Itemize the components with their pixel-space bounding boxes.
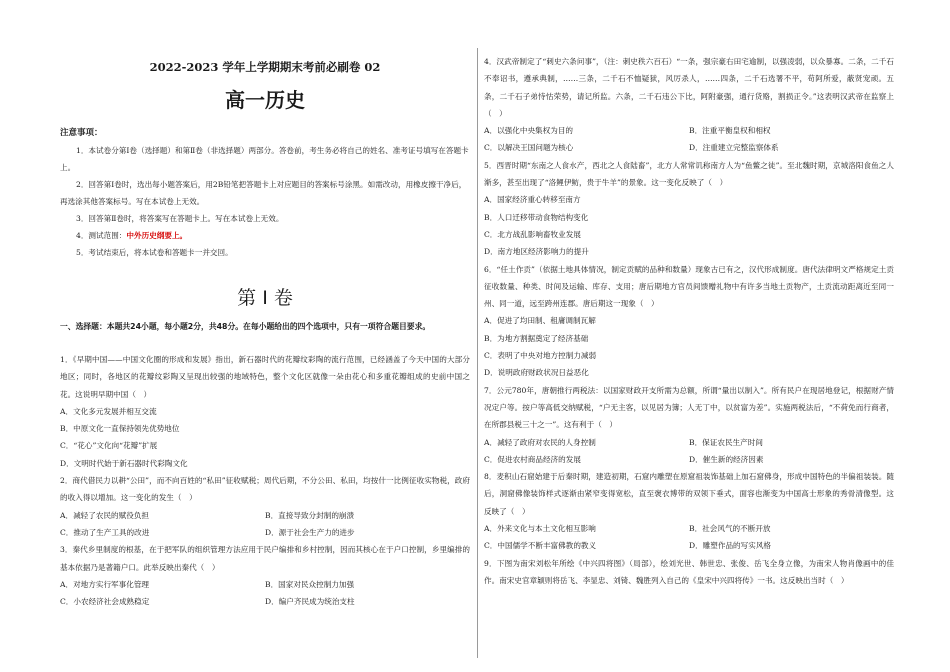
section-instructions: 一、选择题：本题共24小题，每小题2分，共48分。在每小题给出的四个选项中，只有一项符合题目要求。 [60, 322, 431, 331]
column-divider [477, 48, 478, 658]
answer-option: D．催生新的经济因素 [689, 454, 764, 464]
question-list-left [60, 351, 470, 610]
question [60, 472, 470, 541]
option-row [484, 122, 894, 139]
range-label: 4．测试范围： [76, 231, 127, 240]
answer-option: D．说明政府财政状况日益恶化 [484, 368, 589, 378]
answer-option: D．编户齐民成为统治支柱 [265, 597, 355, 607]
question [484, 468, 894, 554]
answer-option: B．注重平衡皇权和相权 [689, 126, 771, 136]
option-row [60, 576, 470, 593]
notice-item: 5．考试结束后，将本试卷和答题卡一并交回。 [76, 248, 233, 257]
answer-option: D．文明时代始于新石器时代彩陶文化 [60, 458, 188, 468]
question-stem: 5．西晋时期“东南之人食水产，西北之人食陆畜”，北方人常常讥称南方人为“鱼鳖之徒”。至北魏时期，京城洛阳食鱼之人渐多，甚至出现了“洛鲤伊鲂，贵于牛羊”的景象。这一变化反映了（ ） [484, 160, 894, 188]
question-stem: 8．麦积山石窟始建于后秦时期，建造初期，石窟内雕塑在原窟祖装饰基础上加石窟佛身，形成中国特色的半偏祖装装。随后，洞窟佛像装饰样式逐渐由紧窄变得宽松，直至褒衣博带的双领下垂式，面容也渐变为中国高士形象的秀骨清像型。这反映了（ ） [484, 472, 894, 516]
question-stem: 7．公元780年，唐朝推行两税法：以国家财政开支所需为总额，所谓“量出以制入”。所有民户在现居地登记，根据财产情况定户等。按户等高低交纳赋税，“户无主客，以见居为簿；人无丁中，以贫富为差”。实施两税法后，“不荷免而行商者，在所郡县税三十之一”。这有利于（ ） [484, 385, 894, 430]
notice-heading: 注意事项： [60, 128, 103, 138]
answer-option: C．促进农村商品经济的发展 [484, 454, 581, 464]
answer-option: B．直接导致分封制的崩溃 [265, 510, 355, 520]
question-stem: 2．商代借民力以耕“公田”，而不向百姓的“私田”征收赋税；周代后期，不分公田、私田，均按什一比例征收实物税，政府的收入得以增加。这一变化的发生（ ） [60, 476, 470, 503]
answer-option: C．小农经济社会成熟稳定 [60, 597, 150, 607]
answer-option: B．中原文化一直保持领先优势地位 [60, 424, 180, 434]
option-row [60, 593, 470, 610]
option-row [484, 139, 894, 156]
question-stem: 3．秦代乡里制度的根基，在于把军队的组织管理方法应用于民户编排和乡村控制，因而其核心在于户口控制，乡里编排的基本依据乃是著籍户口。此举反映出秦代（ ） [60, 545, 470, 572]
answer-option: A．促进了均田制、租庸调制瓦解 [484, 316, 596, 326]
question-stem: 6．“任土作贡”（依据土地具体情况，制定贡赋的品种和数量）现象古已有之，汉代形成制度。唐代法律明文严格规定土贡征收数量、种类、时间及运输、库存、支用；唐后期地方官员间馈赠礼物中有许多当地土贡物产，土贡流动距离近至同一州、同一道，远至跨州连郡。唐后期这一现象（ ） [484, 264, 894, 309]
answer-option: A．减轻了农民的赋役负担 [60, 510, 150, 520]
volume-heading: 第 I 卷 [237, 287, 293, 309]
subject-title: 高一历史 [225, 88, 305, 112]
question [60, 541, 470, 610]
notice-item: 3．回答第Ⅱ卷时，将答案写在答题卡上。写在本试卷上无效。 [76, 214, 284, 223]
question [484, 157, 894, 261]
option-row [484, 434, 894, 451]
option-row [60, 507, 470, 524]
question [484, 53, 894, 157]
answer-option: D．注重建立完整监察体系 [689, 143, 779, 153]
question-stem: 1．《早期中国——中国文化圈的形成和发展》指出，新石器时代的花瓣纹彩陶的流行范围，已经涵盖了今天中国的大部分地区；同时，各地区的花瓣纹彩陶又呈现出较强的地域特色，整个文化区就像一朵由花心和多重花瓣组成的史前中国之花。这说明早期中国（ ） [60, 355, 470, 399]
question [484, 555, 894, 590]
question [60, 351, 470, 472]
question-list-right [484, 53, 894, 589]
answer-option: A．对地方实行军事化管理 [60, 579, 150, 589]
question-stem: 4．汉武帝制定了“刺史六条问事”，（注：刺史秩六百石）“一条，强宗豪右田宅逾制，以强凌弱，以众暴寡。二条，二千石不奉诏书，遵承典制，……三条，二千石不恤疑狱，风厉杀人，……四条，二千石选署不平，苟阿所爱，蔽贤宠顽。五条，二千石子弟恃怙荣势，请记所监。六条，二千石违公下比，阿附豪强，通行货赂，割损正令。”这表明汉武帝在监察上（ ） [484, 57, 894, 118]
option-row [484, 451, 894, 468]
answer-option: B．保证农民生产时间 [689, 437, 763, 447]
answer-option: A．外来文化与本土文化相互影响 [484, 524, 596, 534]
answer-option: B．社会风气的不断开放 [689, 524, 771, 534]
notice-list [60, 142, 470, 261]
answer-option: A．减轻了政府对农民的人身控制 [484, 437, 596, 447]
option-row [60, 524, 470, 541]
answer-option: A．国家经济重心转移至南方 [484, 195, 581, 205]
answer-option: C．北方战乱影响畜牧业发展 [484, 229, 581, 239]
question-stem: 9．下图为南宋刘松年所绘《中兴四将图》（局部），绘刘光世、韩世忠、张俊、岳飞全身立像，为南宋人物肖像画中的佳作。南宋史官章颖则将岳飞、李显忠、刘锜、魏胜列入自己的《皇宋中兴四将传》一书。这反映出当时（ ） [484, 558, 894, 585]
option-row [484, 520, 894, 537]
notice-item: 2．回答第Ⅰ卷时，选出每小题答案后，用2B铅笔把答题卡上对应题目的答案标号涂黑。如需改动，用橡皮擦干净后，再选涂其他答案标号。写在本试卷上无效。 [60, 180, 467, 206]
notice-item-range [60, 227, 470, 244]
answer-option: A．文化多元发展并相互交流 [60, 406, 157, 416]
notice-item: 1．本试卷分第Ⅰ卷（选择题）和第Ⅱ卷（非选择题）两部分。答卷前，考生务必将自己的姓名、准考证号填写在答题卡上。 [60, 146, 469, 172]
answer-option: C．中国儒学不断丰富佛教的教义 [484, 541, 597, 551]
document-title: 2022-2023 学年上学期期末考前必刷卷 02 [149, 60, 381, 74]
answer-option: D．南方地区经济影响力的提升 [484, 247, 589, 257]
range-value: 中外历史纲要上。 [126, 231, 188, 240]
answer-option: C．“花心”文化向“花瓣”扩展 [60, 441, 158, 451]
answer-option: B．人口迁移带动食物结构变化 [484, 212, 589, 222]
answer-option: C．推动了生产工具的改进 [60, 527, 150, 537]
answer-option: A．以强化中央集权为目的 [484, 126, 574, 136]
answer-option: B．国家对民众控制力加强 [265, 579, 355, 589]
answer-option: C．表明了中央对地方控制力减弱 [484, 351, 597, 361]
question [484, 261, 894, 382]
option-row [484, 537, 894, 554]
answer-option: B．为地方割据奠定了经济基础 [484, 333, 589, 343]
answer-option: C．以解决王国问题为核心 [484, 143, 574, 153]
question [484, 382, 894, 468]
answer-option: D．雕塑作品的写实风格 [689, 541, 772, 551]
answer-option: D．源于社会生产力的进步 [265, 527, 355, 537]
